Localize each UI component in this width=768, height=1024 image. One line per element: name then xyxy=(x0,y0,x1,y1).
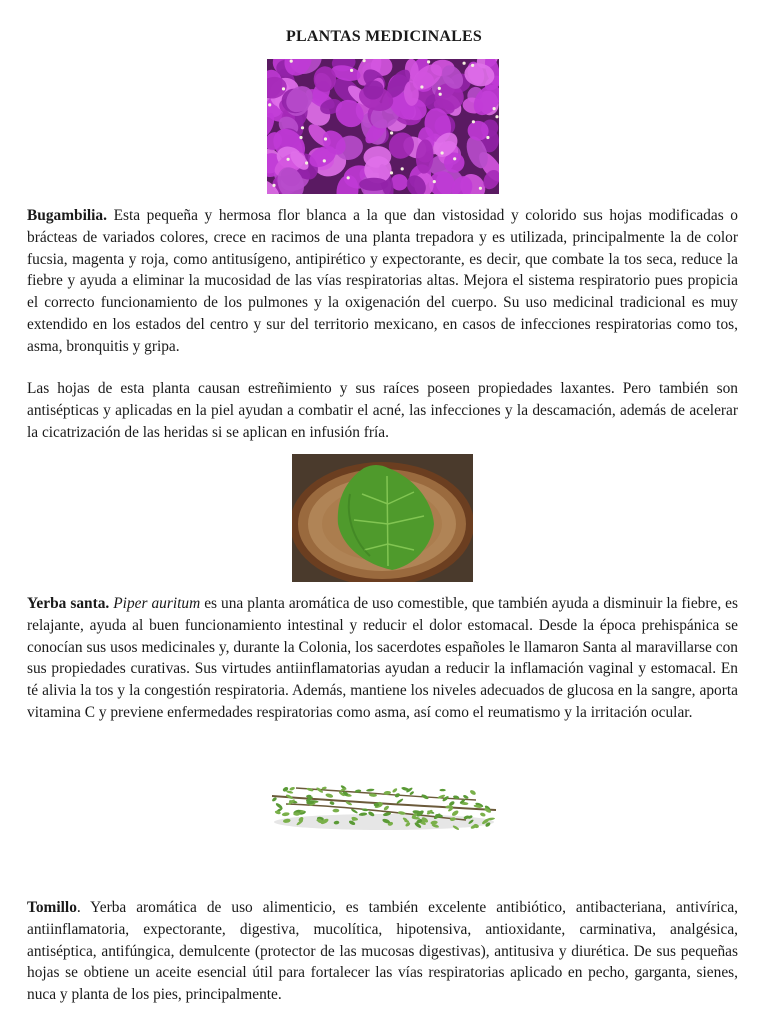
thyme-photo xyxy=(266,770,502,840)
bugambilia-paragraph xyxy=(27,205,738,358)
yerba-santa-paragraph xyxy=(27,593,738,724)
yerba-santa-text: es una planta aromática de uso comestible, que también ayuda a disminuir la fiebre, es relajante, ayuda al buen funcionamiento intestinal y reducir el dolor estomacal. Desde la época prehispánica se conocían sus usos medicinales y, durante la Colonia, los sacerdotes españoles le llamaron Santa al maravillarse con sus propiedades curativas. Sus virtudes antiinflamatorias ayudan a reducir la inflamación vaginal y estomacal. En té alivia la tos y la congestión respiratoria. Además, mantiene los niveles adecuados de glucosa en la sangre, aporta vitamina C y previene enfermedades respiratorias como asma, así como el reumatismo y la irritación ocular. xyxy=(27,595,738,721)
bougainvillea-photo xyxy=(267,59,499,194)
tomillo-paragraph xyxy=(27,897,738,1006)
tomillo-heading: Tomillo xyxy=(27,899,77,916)
yerba-santa-heading: Yerba santa. xyxy=(27,595,110,612)
scientific-name: Piper auritum xyxy=(113,595,201,612)
bugambilia-text: Esta pequeña y hermosa flor blanca a la que dan vistosidad y colorido sus hojas modificadas o brácteas de variados colores, crece en racimos de una planta trepadora y es utilizada, principalmente la de color fucsia, magenta y roja, como antitusígeno, antipirético y expectorante, es decir, que combate la tos seca, reduce la fiebre y ayuda a eliminar la mucosidad de las vías respiratorias altas. Mejora el sistema respiratorio pues propicia el correcto funcionamiento de los pulmones y la oxigenación del cuerpo. Su uso medicinal tradicional es muy extendido en los estados del centro y sur del territorio mexicano, en casos de infecciones respiratorias como tos, asma, bronquitis y gripa. xyxy=(27,207,738,355)
page-title: PLANTAS MEDICINALES xyxy=(286,28,482,45)
tomillo-text: . Yerba aromática de uso alimenticio, es también excelente antibiótico, antibacteriana, antivírica, antiinflamatoria, expectorante, digestiva, mucolítica, hipotensiva, antioxidante, carminativa, analgésica, antiséptica, antifúngica, demulcente (protector de las mucosas digestivas), antitusiva y diurética. De sus pequeñas hojas se obtiene un aceite esencial útil para fortalecer las vías respiratorias aplicado en pecho, garganta, sienes, nuca y planta de los pies, principalmente. xyxy=(27,899,738,1004)
yerba-santa-photo xyxy=(292,454,473,582)
bugambilia-heading: Bugambilia. xyxy=(27,207,107,224)
bugambilia-paragraph-2: Las hojas de esta planta causan estreñimiento y sus raíces poseen propiedades laxantes. Pero también son antisépticas y aplicadas en la piel ayudan a combatir el acné, las infecciones y la descamación, además de acelerar la cicatrización de las heridas si se aplican en infusión fría. xyxy=(27,380,738,441)
